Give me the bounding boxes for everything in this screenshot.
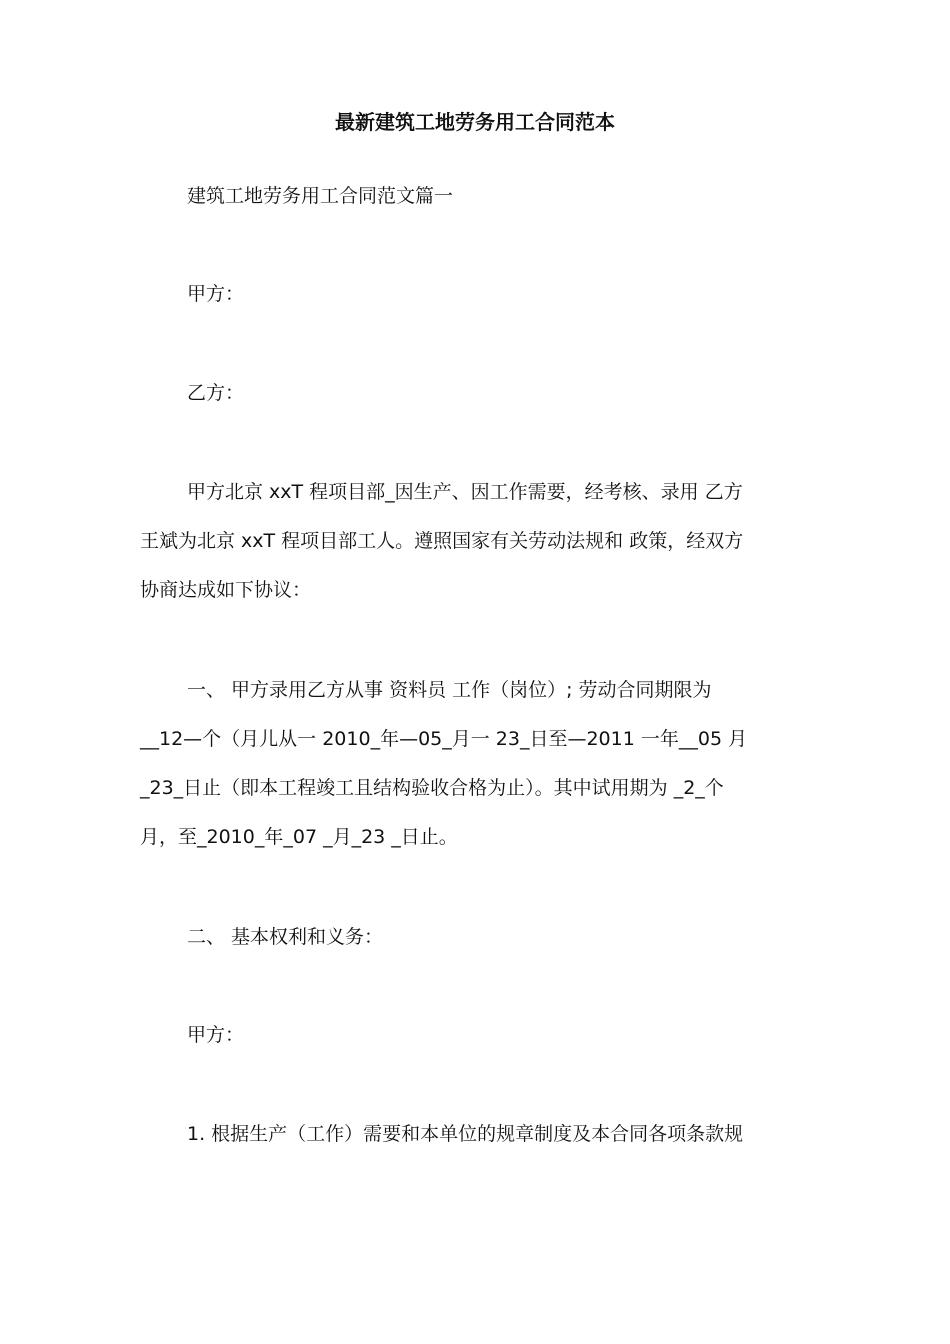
- section-heading: 建筑工地劳务用工合同范文篇一: [187, 185, 454, 207]
- document-title: 最新建筑工地劳务用工合同范本: [335, 110, 615, 134]
- clause-1-paragraph: [140, 666, 818, 862]
- party-a-label: 甲方：: [187, 283, 245, 305]
- clause-line: __12—个（月儿从一 2010_年—05_月一 23_日至—2011 一年__05 月: [140, 728, 748, 750]
- intro-line: 王斌为北京 xxT 程项目部工人。遵照国家有关劳动法规和 政策，经双方: [140, 530, 744, 552]
- clause-line: 一、 甲方录用乙方从事 资料员 工作（岗位）; 劳动合同期限为: [187, 679, 712, 701]
- party-a-label-2: 甲方：: [187, 1024, 245, 1046]
- clause-2-heading: 二、 基本权利和义务：: [187, 926, 384, 948]
- item-1-text: 1. 根据生产（工作）需要和本单位的规章制度及本合同各项条款规: [187, 1123, 744, 1145]
- intro-line: 甲方北京 xxT 程项目部_因生产、因工作需要，经考核、录用 乙方: [187, 481, 743, 503]
- intro-paragraph: [140, 468, 818, 615]
- clause-line: _23_日止（即本工程竣工且结构验收合格为止）。其中试用期为 _2_个: [140, 777, 724, 799]
- intro-line: 协商达成如下协议：: [140, 579, 312, 601]
- party-b-label: 乙方：: [187, 382, 245, 404]
- clause-line: 月，至_2010_年_07 _月_23 _日止。: [140, 826, 458, 848]
